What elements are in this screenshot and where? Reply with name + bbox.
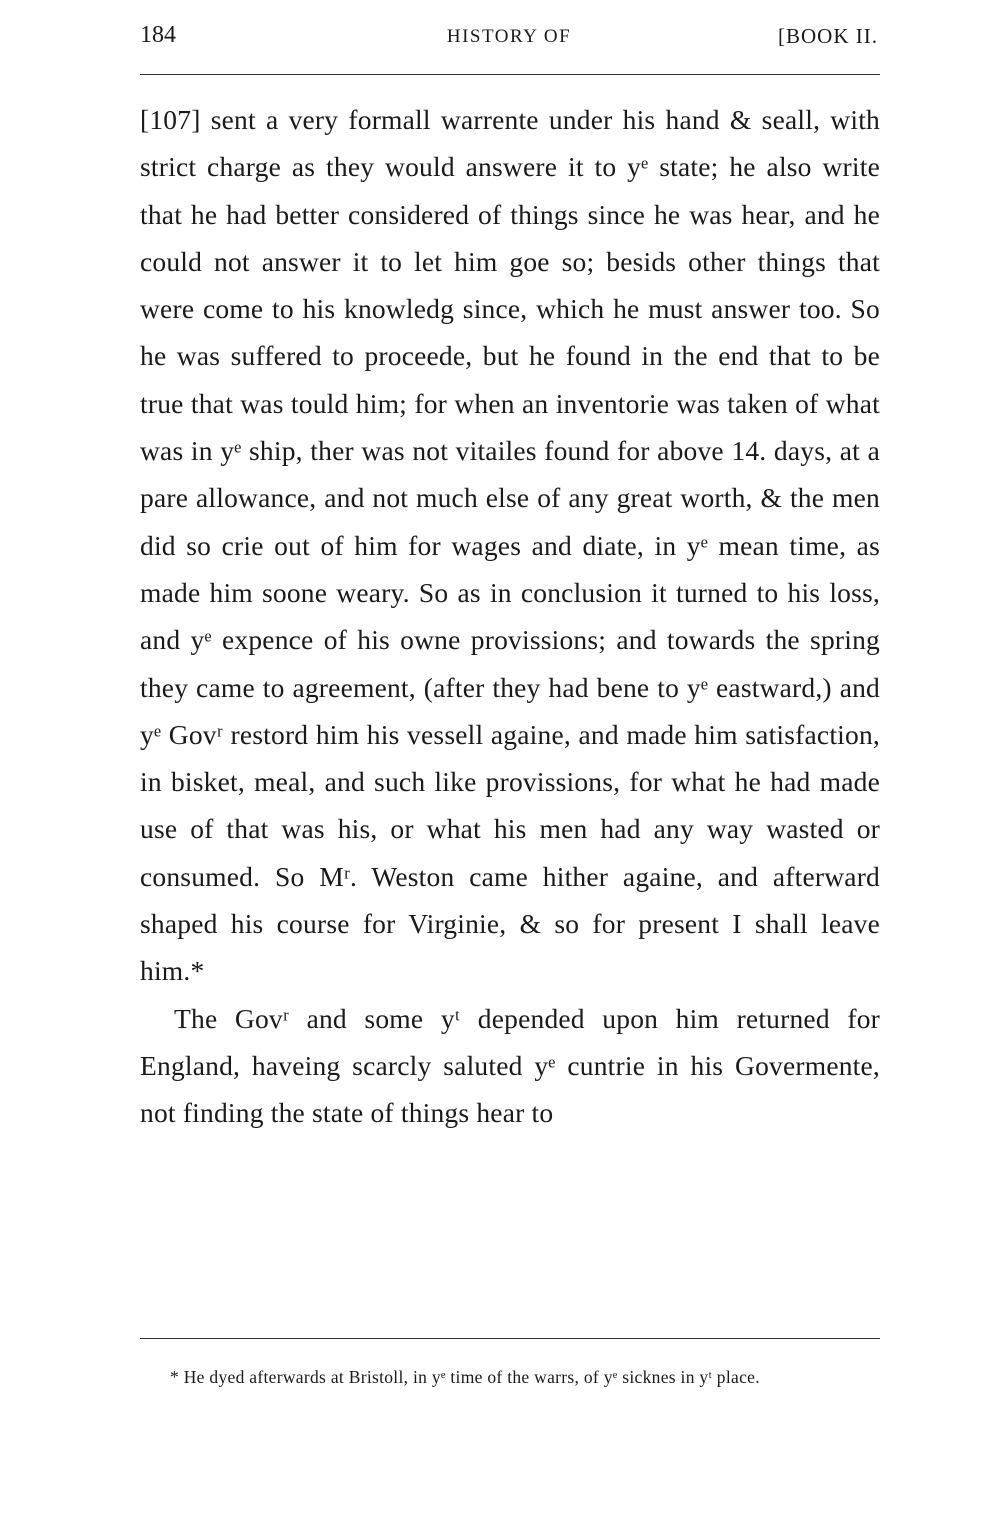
- header-rule: [140, 74, 880, 75]
- body-paragraph-1: [107] sent a very formall warrente under his hand & seall, with strict charge as they would answere it to yᵉ state; he also write that he had better considered of things since he was hear, and he could not answer it to let him goe so; besids other things that were come to his knowledg since, which he must answer too. So he was suffered to proceede, but he found in the end that to be true that was tould him; for when an inventorie was taken of what was in yᵉ ship, ther was not vitailes found for above 14. days, at a pare allowance, and not much else of any great worth, & the men did so crie out of him for wages and diate, in yᵉ mean time, as made him soone weary. So as in conclusion it turned to his loss, and yᵉ expence of his owne provissions; and towards the spring they came to agreement, (after they had bene to yᵉ eastward,) and yᵉ Govʳ restord him his vessell againe, and made him satisfaction, in bisket, meal, and such like provissions, for what he had made use of that was his, or what his men had any way wasted or consumed. So Mʳ. Weston came hither againe, and afterward shaped his course for Virginie, & so for present I shall leave him.*: [140, 104, 880, 987]
- running-title: HISTORY OF: [446, 26, 572, 47]
- footnote: [140, 1362, 880, 1392]
- book-reference: [BOOK II.: [778, 24, 878, 48]
- page-header: [140, 22, 878, 62]
- footnote-text: * He dyed afterwards at Bristoll, in yᵉ time of the warrs, of yᵉ sicknes in yᵗ place.: [170, 1367, 760, 1387]
- page-number: 184: [140, 22, 176, 48]
- footnote-rule: [140, 1338, 880, 1339]
- main-text: [140, 96, 880, 1137]
- body-paragraph-2: The Govʳ and some yᵗ depended upon him returned for England, haveing scarcly saluted yᵉ cuntrie in his Govermente, not finding the state of things hear to: [140, 1002, 880, 1129]
